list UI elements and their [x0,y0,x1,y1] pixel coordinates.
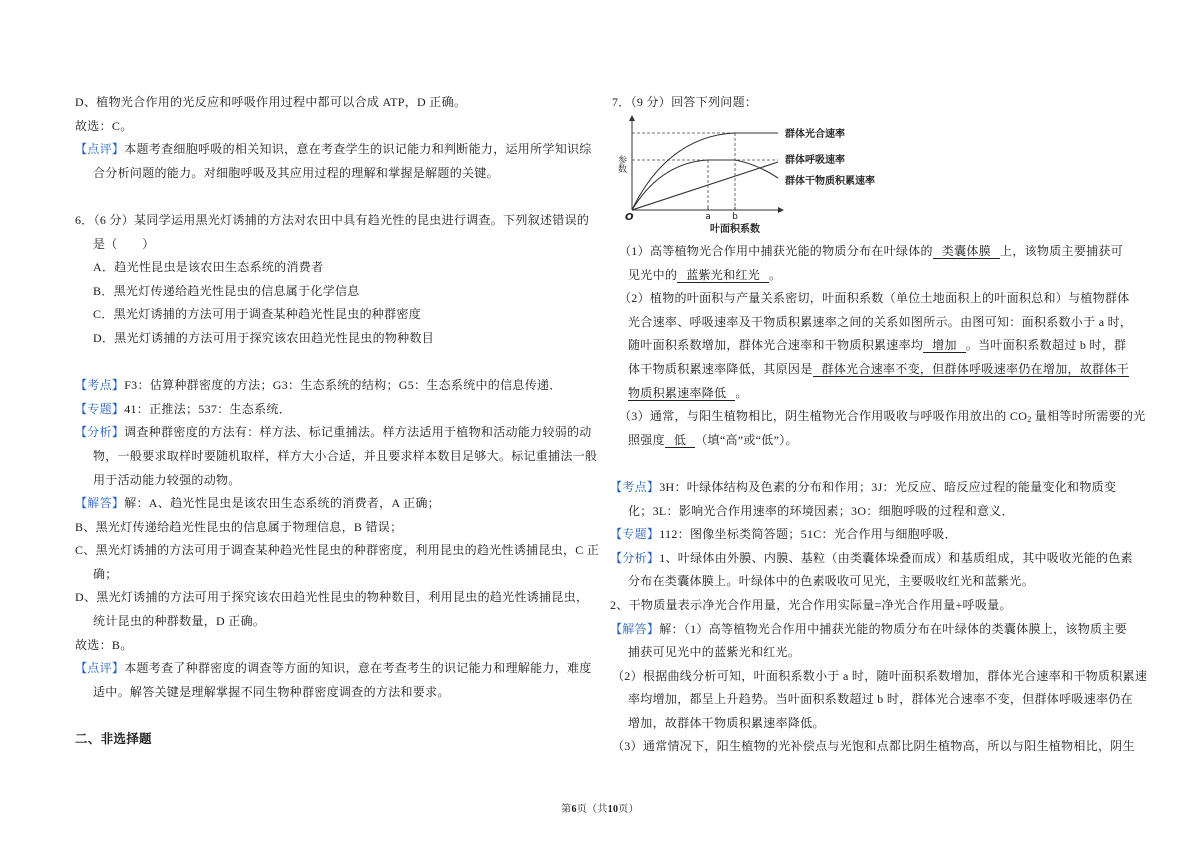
comment-tag: 【点评】 [75,142,125,157]
q6-jieda-text: 解：A、趋光性昆虫是该农田生态系统的消费者，A 正确； [124,496,440,511]
q7-jieda [610,618,1134,642]
answer-blank: 群体光合速率不变，但群体呼吸速率仍在增加，故群体干 [813,362,1130,377]
q7-part3-cont [610,429,1134,453]
curve-photosynthesis-rate [632,133,778,210]
q5-comment-text: 本题考查细胞呼吸的相关知识，意在考查学生的识记能力和判断能力，运用所学知识综 [124,142,592,157]
q6-fenxi [75,421,597,445]
page-footer [0,800,1200,815]
right-column [610,240,1148,759]
q5-option-d-analysis: D、植物光合作用的光反应和呼吸作用过程中都可以合成 ATP，D 正确。 [75,95,467,109]
q6-jieda-c-cont: 确； [93,566,118,581]
q7-part2-cont [610,334,1134,358]
jieda-tag: 【解答】 [75,496,125,511]
q7-fenxi-point2: 2、干物质量表示净光合作用量，光合作用实际量=净光合作用量+呼吸量。 [610,597,1012,612]
q6-dianping-text-cont: 适中。解答关键是理解掌握不同生物种群密度调查的方法和要求。 [93,684,450,699]
q6-jieda-b: B、黑光灯传递给趋光性昆虫的信息属于物理信息，B 错误； [75,519,403,534]
q6-dianping-text: 本题考查了种群密度的调查等方面的知识，意在考查考生的识记能力和理解能力，难度 [124,661,592,676]
q7-kaodian [610,476,1134,500]
q6-fenxi-text-cont: 用于活动能力较强的动物。 [93,472,241,487]
answer-blank: 物质积累速率降低 [628,386,735,401]
q7-part3 [610,405,1146,429]
q6-stem-cont: 是（ ） [93,236,155,251]
q7-part2-text: 。 [735,385,748,400]
q7-part3-text: （填“高”或“低”）。 [695,432,798,447]
origin-label: O [625,212,634,223]
q6-fenxi-text: 调查种群密度的方法有：样方法、标记重捕法。样方法适用于植物和活动能力较弱的动 [124,425,592,440]
q7-kaodian-text-cont: 化；3L：影响光合作用速率的环境因素；3O：细胞呼吸的过程和意义． [628,503,1014,518]
q5-comment-text-cont: 合分析问题的能力。对细胞呼吸及其应用过程的理解和掌握是解题的关键。 [93,165,499,180]
footer-middle: 页（共 [576,804,608,815]
left-column [75,91,600,752]
q7-jieda-part2: （2）根据曲线分析可知，叶面积系数小于 a 时，随叶面积系数增加，群体光合速率和干物质积累速 [612,668,1148,683]
zhuanti-tag: 【专题】 [75,401,125,416]
tick-b-label: b [732,212,738,222]
q7-stem: 7．（9 分）回答下列问题： [612,95,758,109]
q7-jieda-part2-cont: 率均增加，都呈上升趋势。当叶面积系数超过 b 时，群体光合速率不变，但群体呼吸速率仍在 [628,692,1133,707]
q7-fenxi-text: 1、叶绿体由外膜、内膜、基粒（由类囊体垛叠而成）和基质组成，其中吸收光能的色素 [659,550,1133,565]
blank-line [75,704,597,728]
q7-zhuanti-text: 112：图像坐标类简答题；51C：光合作用与细胞呼吸． [659,527,957,542]
footer-suffix: 页） [618,804,639,815]
q7-part3-text: 照强度 [628,432,665,447]
q7-part2-text: 随叶面积系数增加，群体光合速率和干物质积累速率均 [628,338,924,353]
q6-kaodian [75,374,597,398]
q7-part2-text: 。当叶面积系数超过 b 时，群 [965,338,1127,353]
q6-dianping [75,657,597,681]
curve-respiration-rate [632,162,778,210]
q6-option-a: A．趋光性昆虫是该农田生态系统的消费者 [93,260,324,275]
label-drymatter-rate: 群体干物质积累速率 [785,176,875,187]
q7-part2-text: 体干物质积累速率降低，其原因是 [628,361,813,376]
q5-answer: 故选：C。 [75,118,133,133]
kaodian-tag: 【考点】 [75,378,125,393]
subscript: 2 [1027,415,1032,425]
zhuanti-tag: 【专题】 [610,527,660,542]
q6-jieda-d-cont: 统计昆虫的种群数量，D 正确。 [93,614,266,629]
q6-zhuanti [75,398,597,422]
q7-fenxi-text-cont: 分布在类囊体膜上。叶绿体中的色素吸收可见光，主要吸收红光和蓝紫光。 [628,574,1034,589]
q6-stem: 6．（6 分）某同学运用黑光灯诱捕的方法对农田中具有趋光性的昆虫进行调查。下列叙述错误的 [75,212,590,227]
q7-jieda-part3: （3）通常情况下，阳生植物的光补偿点与光饱和点都比阴生植物高，所以与阳生植物相比，阴生 [612,739,1135,754]
q7-zhuanti [610,523,1134,547]
q7-part3-text: （3）通常，与阳生植物相比，阴生植物光合作用吸收与呼吸作用放出的 CO [619,409,1028,424]
q7-part1-text: 见光中的 [628,267,678,282]
q7-part3-text: 量相等时所需要的光 [1031,409,1146,424]
q6-fenxi-text-cont: 物，一般要求取样时要随机取样，样方大小合适，并且要求样本数目足够大。标记重捕法一般 [93,448,598,463]
q7-jieda-part2-cont: 增加，故群体干物质积累速率降低。 [628,715,825,730]
fenxi-tag: 【分析】 [610,550,660,565]
q7-kaodian-text: 3H：叶绿体结构及色素的分布和作用；3J：光反应、暗反应过程的能量变化和物质变 [659,479,1117,494]
tick-a-label: a [705,212,711,222]
label-respiration-rate: 群体呼吸速率 [785,155,845,166]
q7-figure [615,112,895,237]
footer-prefix: 第 [561,804,572,815]
q6-kaodian-text: F3：估算种群密度的方法；G3：生态系统的结构；G5：生态系统中的信息传递． [124,378,562,393]
page-number-current: 6 [571,804,577,815]
q6-option-c: C．黑光灯诱捕的方法可用于调查某种趋光性昆虫的种群密度 [93,307,422,322]
answer-blank: 类囊体膜 [933,244,1000,259]
blank-line [610,452,1134,476]
q7-part1-text: 上，该物质主要捕获可 [1000,244,1124,258]
q7-part1 [610,240,1134,264]
q6-answer: 故选：B。 [75,637,133,652]
kaodian-tag: 【考点】 [610,479,660,494]
q6-jieda-c: C、黑光灯诱捕的方法可用于调查某种趋光性昆虫的种群密度，利用昆虫的趋光性诱捕昆虫，C 正 [75,543,600,558]
dianping-tag: 【点评】 [75,661,125,676]
x-axis-label: 叶面积系数 [710,224,760,235]
q7-part1-cont [610,264,1134,288]
blank-line [75,351,597,375]
q7-part1-text: （1）高等植物光合作用中捕获光能的物质分布在叶绿体的 [619,244,933,258]
jieda-tag: 【解答】 [610,621,660,636]
q7-part2-cont [610,382,1134,406]
y-axis-label: 参数 [616,155,626,173]
section-title: 二、非选择题 [75,732,152,747]
q6-zhuanti-text: 41：正推法；537：生态系统． [124,401,292,416]
q7-part2-cont: 光合速率、呼吸速率及干物质积累速率之间的关系如图所示。由图可知：面积系数小于 a 时， [628,314,1133,329]
q7-jieda-text-cont: 捕获可见光中的蓝紫光和红光。 [628,645,801,660]
q7-jieda-text: 解：（1）高等植物光合作用中捕获光能的物质分布在叶绿体的类囊体膜上，该物质主要 [659,621,1127,636]
q7-part2-cont [610,358,1134,382]
answer-blank: 蓝紫光和红光 [677,268,769,283]
q6-jieda-d: D、黑光灯诱捕的方法可用于探究该农田趋光性昆虫的物种数目，利用昆虫的趋光性诱捕昆虫， [75,590,589,605]
q6-jieda [75,492,597,516]
q6-option-b: B．黑光灯传递给趋光性昆虫的信息属于化学信息 [93,283,360,298]
label-photosynthesis-rate: 群体光合速率 [785,129,845,140]
answer-blank: 低 [665,433,695,448]
q7-part1-text: 。 [769,267,782,282]
q6-option-d: D．黑光灯诱捕的方法可用于探究该农田趋光性昆虫的物种数目 [93,330,435,345]
q5-comment [75,138,597,162]
blank-line [75,185,597,209]
page-number-total: 10 [607,804,619,815]
q7-part2: （2）植物的叶面积与产量关系密切，叶面积系数（单位土地面积上的叶面积总和）与植物群体 [619,291,1130,306]
q7-fenxi [610,547,1134,571]
fenxi-tag: 【分析】 [75,425,125,440]
answer-blank: 增加 [923,338,966,353]
